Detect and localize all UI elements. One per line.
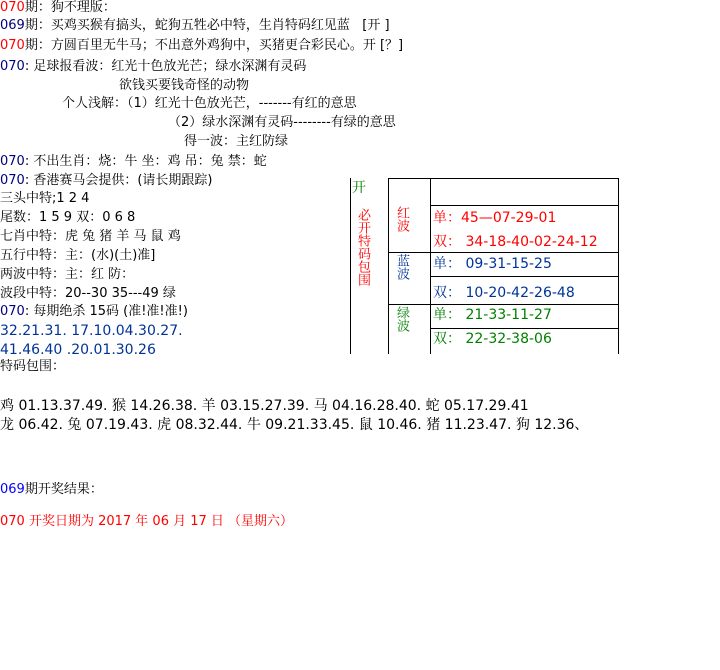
line-20: 特码包围： — [0, 359, 66, 374]
line-23: 069期开奖结果： — [0, 482, 103, 497]
line-7: （2）绿水深渊有灵码--------有绿的意思 — [168, 115, 396, 130]
line-24: 070 开奖日期为 2017 年 06 月 17 日 （星期六） — [0, 514, 294, 529]
table-title-kai: 开 — [352, 180, 366, 196]
line-13: 七肖中特：虎 兔 猪 羊 马 鼠 鸡 — [0, 229, 181, 244]
table-line-3 — [430, 276, 619, 277]
table-border-left — [350, 178, 351, 354]
red-wave-label: 红波 — [394, 206, 409, 232]
line-15: 两波中特：主：红 防： — [0, 267, 135, 282]
blue-even-numbers: 双： 10-20-42-26-48 — [433, 285, 575, 301]
table-line-4 — [388, 304, 619, 305]
green-wave-label: 绿波 — [394, 306, 409, 332]
blue-wave-label: 蓝波 — [394, 254, 409, 280]
line-14: 五行中特：主：(水)(土)准] — [0, 248, 156, 263]
line-19: 41.46.40 .20.01.30.26 — [0, 342, 156, 358]
line-6: 个人浅解：（1）红光十色放光芒，-------有红的意思 — [62, 96, 357, 111]
table-border-top — [388, 178, 619, 179]
blue-odd-numbers: 单： 09-31-15-25 — [433, 256, 552, 272]
line-2: 069期：买鸡买猴有搞头，蛇狗五牲必中特，生肖特码红见蓝 [开 ] — [0, 18, 390, 33]
line-21: 鸡 01.13.37.49. 猴 14.26.38. 羊 03.15.27.39. 马 04.16.28.40. 蛇 05.17.29.41 — [0, 398, 529, 414]
table-line-1 — [430, 205, 619, 206]
red-even-numbers: 双： 34-18-40-02-24-12 — [433, 234, 598, 250]
table-divider-1 — [388, 178, 389, 354]
line-18: 32.21.31. 17.10.04.30.27. — [0, 323, 183, 339]
line-22: 龙 06.42. 兔 07.19.43. 虎 08.32.44. 牛 09.21.33.45. 鼠 10.46. 猪 11.23.47. 狗 12.36、 — [0, 417, 589, 433]
line-4: 070: 足球报看波：红光十色放光芒；绿水深渊有灵码 — [0, 59, 307, 74]
line-8: 得一波：主红防绿 — [184, 134, 289, 149]
line-10: 070: 香港赛马会提供：(请长期跟踪) — [0, 173, 213, 188]
line-9: 070: 不出生肖：烧：牛 坐：鸡 吊：兔 禁：蛇 — [0, 154, 267, 169]
line-16: 波段中特：20--30 35---49 绿 — [0, 286, 176, 301]
line-5: 欲钱买要钱奇怪的动物 — [119, 78, 250, 93]
table-title-vertical: 必开特码包围 — [355, 208, 370, 286]
green-odd-numbers: 单： 21-33-11-27 — [433, 307, 552, 323]
line-1: 070期：狗不理版： — [0, 0, 116, 15]
line-3: 070期：方圆百里无牛马；不出意外鸡狗中，买猪更合彩民心。开 [？] — [0, 38, 404, 53]
line-12: 尾数：1 5 9 双：0 6 8 — [0, 210, 136, 225]
red-odd-numbers: 单：45—07-29-01 — [433, 210, 557, 226]
line-11: 三头中特;1 2 4 — [0, 191, 90, 206]
table-line-2 — [388, 252, 619, 253]
tema-table — [350, 178, 619, 354]
green-even-numbers: 双： 22-32-38-06 — [433, 331, 552, 347]
table-line-5 — [430, 328, 619, 329]
line-17: 070: 每期绝杀 15码 (准!准!准!) — [0, 304, 188, 319]
